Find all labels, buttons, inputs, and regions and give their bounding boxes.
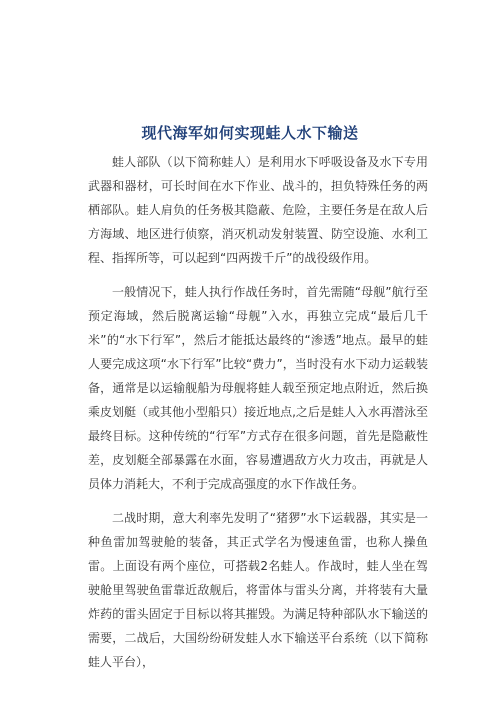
- paragraph-3: 二战时期，意大利率先发明了“猪猡”水下运载器，其实是一种鱼雷加驾驶舱的装备，其正式学名为慢速鱼雷，也称人操鱼雷。上面设有两个座位，可搭载2名蛙人。作战时，蛙人坐在驾驶舱里驾驶鱼雷靠近敌舰后，将雷体与雷头分离，并将装有大量炸药的雷头固定于目标以将其摧毁。为满足特种部队水下输送的需要，二战后，大国纷纷研发蛙人水下输送平台系统（以下简称蛙人平台），: [88, 511, 428, 669]
- paragraph-1: 蛙人部队（以下简称蛙人）是利用水下呼吸设备及水下专用武器和器材，可长时间在水下作业、战斗的，担负特殊任务的两栖部队。蛙人肩负的任务极其隐蔽、危险，主要任务是在敌人后方海域、地区进行侦察，消灭机动发射装置、防空设施、水利工程、指挥所等，可以起到“四两拨千斤”的战役级作用。: [88, 155, 428, 265]
- document-title: 现代海军如何实现蛙人水下输送: [141, 124, 359, 142]
- document-body: [88, 150, 428, 684]
- paragraph-2: 一般情况下，蛙人执行作战任务时，首先需随“母舰”航行至预定海域，然后脱离运输“母舰”入水，再独立完成“最后几千米”的“水下行军”，然后才能抵达最终的“渗透”地点。最早的蛙人要完成这项“水下行军”比较“费力”，当时没有水下动力运载装备，通常是以运输舰船为母舰将蛙人载至预定地点附近，然后换乘皮划艇（或其他小型船只）接近地点,之后是蛙人入水再潜泳至最终目标。这种传统的“行军”方式存在很多问题，首先是隐蔽性差，皮划艇全部暴露在水面，容易遭遇敌方火力攻击，再就是人员体力消耗大，不利于完成高强度的水下作战任务。: [88, 285, 428, 491]
